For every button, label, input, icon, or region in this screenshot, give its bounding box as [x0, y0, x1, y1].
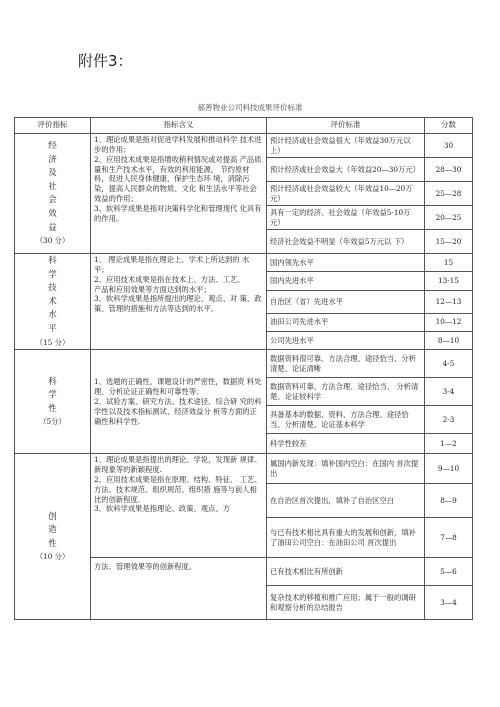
standard-cell: 已有技术相比有所创新 [267, 558, 425, 586]
table-row [15, 134, 473, 158]
score-cell: 10—12 [425, 313, 473, 331]
header-meaning: 指标含义 [91, 118, 267, 134]
score-cell: 2-3 [425, 406, 473, 434]
attachment-label: 附件3： [78, 52, 133, 70]
score-cell: 28—30 [425, 158, 473, 182]
indicator-creativity: 创 造 性 （10 分） [15, 454, 91, 620]
standard-cell: 国内领先水平 [267, 254, 425, 272]
score-cell: 9—10 [425, 454, 473, 484]
score-cell: 3—4 [425, 586, 473, 620]
standard-cell: 油田公司先进水平 [267, 313, 425, 331]
standard-cell: 属国内新发现：填补国内空白：在国内 首次提出 [267, 454, 425, 484]
standard-cell: 国内先进水平 [267, 272, 425, 290]
standard-cell: 数据资料可靠，方法合理、途径恰当、 分析清楚、论证较科学 [267, 378, 425, 406]
table-row [15, 350, 473, 378]
standard-cell: 具备基本的数据、资料、方法合理、途径恰当、分析清楚、论证基本科学 [267, 406, 425, 434]
standard-cell: 预计经济或社会效益大（年效益20—30万元） [267, 158, 425, 182]
score-cell: 7—8 [425, 518, 473, 558]
standard-cell: 数据资料很可靠、方法合理、途径恰当、分析清楚、论证清晰 [267, 350, 425, 378]
score-cell: 8—9 [425, 484, 473, 518]
score-cell: 20—25 [425, 206, 473, 230]
header-indicator: 评价指标 [15, 118, 91, 134]
meaning-creativity-cont: 方法、管理效果等的创新程度。 [91, 558, 267, 620]
table-row [15, 454, 473, 484]
document-title: 郝善物业公司科技成果评价标准 [197, 103, 303, 112]
standard-cell: 与已有技术相比具有重大的发展和创新，填补了油田公司空白：在油田公司 首次提出 [267, 518, 425, 558]
indicator-scientific: 科 学 性 （5分） [15, 350, 91, 454]
standard-cell: 自治区（省）先进水平 [267, 290, 425, 313]
standard-cell: 在自治区首次提出，填补了自治区空白 [267, 484, 425, 518]
score-cell: 5—6 [425, 558, 473, 586]
score-cell: 1—2 [425, 434, 473, 454]
evaluation-table [14, 117, 473, 620]
standard-cell: 科学性较差 [267, 434, 425, 454]
score-cell: 25—28 [425, 182, 473, 206]
standard-cell: 公司先进水平 [267, 331, 425, 349]
score-cell: 12—13 [425, 290, 473, 313]
indicator-tech-level: 科 学 技 术 水 平 （15 分） [15, 254, 91, 350]
standard-cell: 具有一定的经济、社会效益（年效益5-10万元） [267, 206, 425, 230]
meaning-creativity: 1、理论成果是指提出的理论、学说，发现新 规律、新现象等的新颖程度. 2、应用技术成果是指在原理、结构、特征、 工艺、方法、技术规范、组织规范、组织措 施等与前人相比的创新程度. 3、软科学成果是指理论、政策、观点、方 [91, 454, 267, 558]
score-cell: 15 [425, 254, 473, 272]
score-cell: 13-15 [425, 272, 473, 290]
standard-cell: 复杂技术的移植和推广应用；属于一般的调研和观察分析的总结报告 [267, 586, 425, 620]
score-cell: 15—20 [425, 230, 473, 254]
header-standard: 评价标准 [267, 118, 425, 134]
meaning-scientific: 1、选题的正确性，课题设计的严密性，数据资 料处理、分析论证正确性和可靠性等； 2、试验方案、研究方法、技术途径、综合研 究的科学性以及技术指标测试、经济效益分 析等方面的正确性和科学性. [91, 350, 267, 454]
score-cell: 30 [425, 134, 473, 158]
score-cell: 3-4 [425, 378, 473, 406]
standard-cell: 经济社会效益不明显（年效益5万元以 下） [267, 230, 425, 254]
indicator-economic-benefit: 经 济 及 社 会 效 益 （30 分） [15, 134, 91, 254]
table-row [15, 254, 473, 272]
header-score: 分数 [425, 118, 473, 134]
table-header-row [15, 118, 473, 134]
standard-cell: 预计经济或社会效益较大（年效益10—20万元） [267, 182, 425, 206]
meaning-economic-benefit: 1、理论成果是指对促进学科发展和推动科学 技术进步的作用； 2、应用技术成果是指增收稍利情况或对提高 产品质量和生产技术水平，有效的利用能源， 节约原材料，促进人民身体健康，保护生态环 境，消除污染，提高人民群众的物质、文化 和生活水平等社会效益的作用； 3、软科学成果是指对决策科学化和管理现代 化具有的作用。 [91, 134, 267, 254]
score-cell: 4-5 [425, 350, 473, 378]
score-cell: 8—10 [425, 331, 473, 349]
standard-cell: 预计经济或社会效益很大（年效益30万元以上） [267, 134, 425, 158]
meaning-tech-level: 1、 理论成果是指在理论上、学术上所达到的 水平； 2、应用技术成果是指在技术上、方法、工艺、 产品和应用效果等方面达到的水平； 3、软科学成果是指所提出的理论、观点、对 策、政策、管理的措施和方法等达到的水平。 [91, 254, 267, 350]
